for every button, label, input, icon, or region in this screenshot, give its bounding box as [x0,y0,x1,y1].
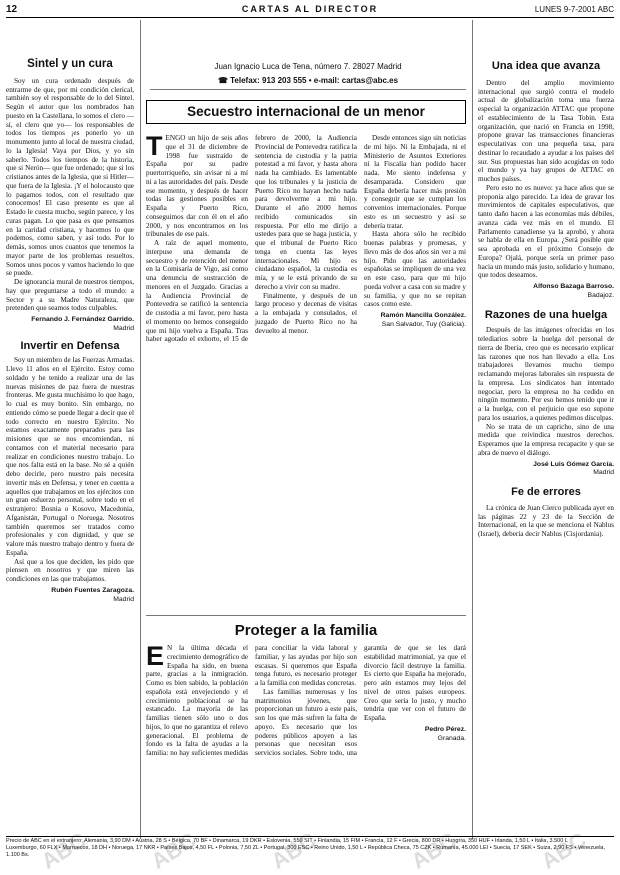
letter-signature: Fernando J. Fernández Garrido. [31,316,134,323]
price-footer [6,836,614,859]
letter-signature: José Luis Gómez García. [533,460,614,468]
article-paragraph: N la última década el crecimiento demográfico de España ha sido, en buena parte, gracias a la inmigración. Como es bien sabido, la población española está envejeciendo y el crecimiento poblacional se ha estancado. La mayoría de las familias tienen sólo uno o dos hijos, lo que no garantiza el relevo generacional. El problema de fondo es la falta de ayudas a la familia: no hay suficientes medidas para conciliar la vida laboral y familiar, y las ayudas por hijo son escasas. Si queremos que España tenga futuro, es necesario proteger a la familia con medidas concretas. [146,644,357,757]
column-divider [472,20,473,839]
page-header [6,3,614,18]
letter-title: Una idea que avanza [491,60,601,72]
letter-city: Madrid [113,324,134,332]
article-separator [146,615,466,616]
watermark: ABC [536,827,591,874]
letter-paragraph: No se trata de un capricho, sino de una medida que reivindica nuestros derechos. Esperamos que la empresa recapacite y que se abra de nuevo el diálogo. [478,422,614,457]
watermark: ABC [146,827,201,874]
article-title: Proteger a la familia [234,622,378,639]
letter-paragraph: La crónica de Juan Cierco publicada ayer en las páginas 22 y 23 de la Sección de Internacional, en la que se menciona el Nablus (Israel), debería decir Nablus (Cisjordania). [478,503,614,538]
letter-signature: Alfonso Bazaga Barroso. [533,283,614,290]
drop-cap: E [146,644,165,671]
letter-paragraph: Pero esto no es nuevo: ya hace años que se proponía algo parecido. La idea de gravar los movimientos de capitales especulativos, que tanto daño hacen a las economías más débiles, avanza cada vez más en el mundo. El Parlamento canadiense ya la aprobó, y ahora se habla de ella en Europa. ¿Será posible que sea aprobada en el próximo Consejo de Europa? Ojalá, porque sería un primer paso hacia un mundo más justo, solidario y humano, que todos deseamos. [478,183,614,280]
center-article-1 [146,134,466,594]
contact-phone-email: ☎ Telefax: 913 203 555 • e-mail: cartas@abc.es [217,76,399,85]
letter-paragraph: Soy un cura ordenado después de entrarme de que, por mi condición clerical, también soy el responsable de lo del Sintel. Según el autor que los nombrados han puesto en la Castellana, lo somos el clero —sí, el clero que yo— los responsables de todos los tiempos ¡es ponerlo yo un monumento junto al local de nuestra ciudad, lo la Iglesia! Vaya por Dios, y yo sin saberlo. Todos los tiempos de la historia, que si Nerón— que fue ordenado; que si los cristianos antes de la Iglesia, que si Hitler— que fuera de la Iglesia. ¡Y el holocausto que lo pagamos todos, con el resultado que conocemos! El caso presente es que al Estado le cuesta mucho, según parece, y los curas pagan. Lo que pasa es que pensamos en la caridad cristiana, y hacemos lo que podemos, como saben, y así todo. Por lo demás, somos unos cuantos que tenemos la mayor parte de los problemas resueltos. Somos unos pocos y vamos haciendo lo que se puede. [6,76,134,278]
article-signature: Pedro Pérez. [424,725,466,733]
watermark: ABC [36,827,91,874]
article-paragraph: Las familias numerosas y los matrimonios jóvenes, que proporcionan un futuro a este país, son los que más sufren la falta de apoyo. Es necesario que los poderes públicos apoyen a las personas que necesitan esos servicios sociales. Sobre todo, una garantía de que se les dará estabilidad matrimonial, ya que el divorcio fácil destruye la familia. Es cierto que España ha mejorado, pero aún estamos muy lejos del nivel de otros países europeos. Creo que sería lo justo, y mucho tendría que ver con el futuro de España. [255,644,466,757]
article-signature: Ramón Mancilla González. [380,312,466,319]
letter-title: Razones de una huelga [484,308,608,321]
section-title: CARTAS AL DIRECTOR [241,4,379,14]
footer-line: Precio de ABC en el extranjero: Alemania, 3,90 DM • Austria, 28 S • Bélgica, 70 BF • Dinamarca, 19 DKR • Eslovenia, 550 SIT • Finlandia, 15 FIM • Francia, 12 F • Grecia, 800 DR • Hungría, 350 HUF • Irlanda, 1,50 L • Italia, 3.500 L [6,838,568,844]
article-city: San Salvador, Tuy (Galicia). [381,320,466,328]
article-paragraph: Desde entonces sigo sin noticias de mi hijo. Ni la Embajada, ni el Ministerio de Asuntos Exteriores ni la Fiscalía han podido hacer nada. Me siento indefensa y desamparada. Considero que España debería hacer más presión y conseguir que se cumplan los convenios internacionales. Porque esto es un secuestro y así se debería tratar. [364,134,466,230]
letter-paragraph: Así que a los que deciden, les pido que piensen en nosotros y que miren las condiciones en las que trabajamos. [6,557,134,583]
article-paragraph: A raíz de aquel momento, interpuse una demanda de secuestro y de retención del menor en la Comisaría de Vigo, así como una denuncia de sustracción de menores en el Juzgado. Gracias a la Audiencia Provincial de Pontevedra se ratificó la sentencia de custodia a mi favor, pero hasta el momento no hemos conseguido que mi hijo vuelva a España. Tras haber agotado el exhorto, el 15 de febrero de 2000, la Audiencia Provincial de Pontevedra ratifica la sentencia de custodia y la patria potestad a mi favor, y hasta ahora nada ha cambiado. Es lamentable que los tribunales y la justicia de Puerto Rico no hayan hecho nada para devolverme a mi hijo. Durante el año 2000 hemos recibido comunicados sin respuesta. Por ello me dirijo a ustedes para que se haga justicia, y que el tribunal de Puerto Rico tenga en cuenta las leyes internacionales. Mi hijo es ciudadano español, la custodia es mía, y se le está privando de su derecho a vivir con su madre. [146,134,357,344]
contact-address: Juan Ignacio Luca de Tena, número 7. 28027 Madrid [214,62,402,71]
letter-paragraph: Después de las imágenes ofrecidas en los telediarios sobre la huelga del personal de tierra de Iberia, creo que es necesario explicar las razones que nos han llevado a ella. Los trabajadores llevamos mucho tiempo reclamando mejoras laborales sin respuesta de la empresa. Los sindicatos han intentado negociar, pero la empresa no ha cedido en ningún momento. Por eso hemos tenido que ir a la huelga, con el perjuicio que eso supone para los usuarios, a quienes pedimos disculpas. [478,326,614,422]
letter-paragraph: Soy un miembro de las Fuerzas Armadas. Llevo 11 años en el Ejército. Estoy como soldado y he tenido a realizar una de las nuevas misiones de paz fuera de nuestras fronteras. Me gusta muchísimo lo que hago, lo cual es muy bonito. Sin embargo, no entiendo cómo se puede llegar a decir que el todo correcto en nuestro Ejército. No estamos exactamente preparados para las misiones que se nos encomiendan, ni contamos con el material necesario para realizar en condiciones nuestro trabajo. Lo que nos falta está en la base. No sé a quién debo decirle, pero nuestro país necesita invertir más en Defensa, y tener en cuenta a aquellos que trabajamos en los ejércitos con un gran esfuerzo personal, sobre todo en el extranjero: Bosnia o Kosovo, Macedonia, Afganistán, Portugal o Noruega. Nosotros también queremos ser tratados como profesionales y con dignidad, y que se valore más nuestro trabajo dentro y fuera de España. [6,356,134,557]
article-paragraph: ENGO un hijo de seis años que el 31 de diciembre de 1998 fue sustraído de España por su padre puertorriqueño, sin avisar ni a mí ni a las autoridades del país. Desde ese momento, y después de hacer todas las gestiones posibles en España y Puerto Rico, conseguimos dar con él en el año 2000, y nos encontramos en los tribunales de ese país. [146,134,248,239]
letter-city: Badajoz. [587,291,614,299]
letter-paragraph: Dentro del amplio movimiento internacional que surgió contra el modelo actual de globalización toma una fuerza especial la organización ATTAC que propone el establecimiento de la Tasa Tobin. Esta organización, que nació en Francia en 1998, propone gravar las transacciones financieras especulativas con una pequeña tasa, para destinar lo recaudado a ayudar a los países del sur. Sus propuestas han sido acogidas en todo el mundo y ya hay grupos de ATTAC en muchos países. [478,78,614,183]
watermark: ABC [406,827,461,874]
letter-title: Invertir en Defensa [20,339,120,352]
letter-title: Fe de errores [511,486,581,498]
letter-paragraph: De ignorancia mural de nuestros tiempos, hay que preguntarse a todo el mundo: a Sector y a su Madre Naturaleza, que pretenden que seamos todos culpables. [6,278,134,313]
article-city: Granada. [437,734,466,742]
footer-line: Luxemburgo, 60 FLX • Marruecos, 18 DH • Noruega, 17 NKR • Países Bajos, 4,50 FL • Polonia, 7,50 ZL • Portugal, 300 ESC • Reino Unido, 1,50 L • República Checa, 75 CZK • Rumanía, 45.000 LEI • Suecia, 17 SEK • Suiza, 2,90 FS • Venezuela, 1.100 Bs. [6,845,606,858]
article-paragraph: Finalmente, y después de un largo proceso y decenas de visitas a la embajada y consulados, el juzgado de Puerto Rico no ha devuelto al menor. [255,291,357,335]
letter-city: Madrid [113,595,134,603]
watermark: ABC [266,827,321,874]
article-paragraph: Hasta ahora sólo he recibido buenas palabras y promesas, y llevo más de dos años sin ver a mi hijo. Pido que las autoridades españolas se impliquen de una vez en este caso, para que mi hijo pueda volver a casa con su madre y su familia, y que no se repitan casos como este. [364,230,466,309]
letter-signature: Rubén Fuentes Zaragoza. [51,586,134,594]
left-column [6,22,134,835]
page-number: 12 [6,4,18,15]
letter-title: Sintel y un cura [27,58,113,70]
issue-date: LUNES 9-7-2001 ABC [534,5,614,14]
column-divider [140,20,141,839]
letter-city: Madrid [593,469,614,477]
center-article-2 [146,644,466,836]
article-title: Secuestro internacional de un menor [146,100,466,124]
contact-rule [150,89,466,90]
drop-cap: T [146,134,163,161]
right-column [478,22,614,835]
